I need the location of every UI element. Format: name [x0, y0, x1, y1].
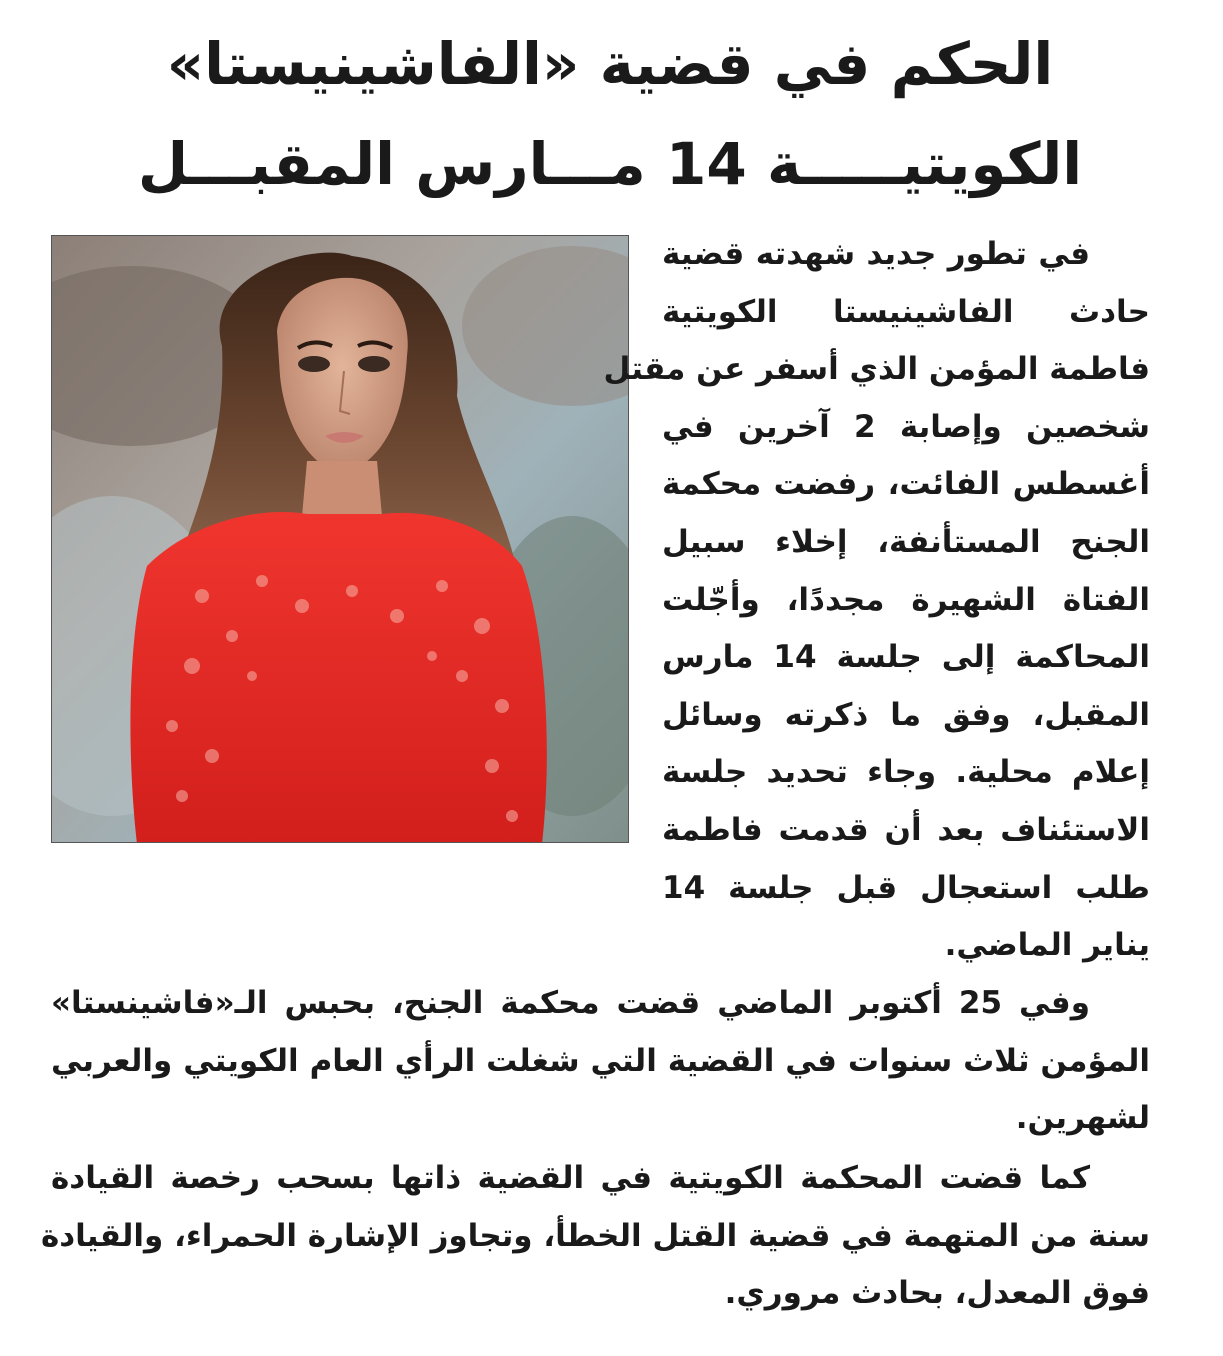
- column-line: في تطور جديد شهدته قضية: [662, 236, 1090, 272]
- portrait-illustration: [52, 236, 629, 843]
- paragraph-line: لشهرين.: [1015, 1100, 1150, 1137]
- headline-line-1: الحكم في قضية «الفاشينيستا»: [166, 30, 1054, 98]
- paragraph-line: كما قضت المحكمة الكويتية في القضية ذاتها بسحب رخصة القيادة: [51, 1160, 1090, 1196]
- column-line: إعلام محلية. وجاء تحديد جلسة: [662, 754, 1150, 791]
- column-line: المحاكمة إلى جلسة 14 مارس: [662, 639, 1150, 676]
- article-column: [603, 226, 1150, 975]
- article-photo: [51, 235, 629, 843]
- column-line: يناير الماضي.: [944, 927, 1150, 964]
- column-line: شخصين وإصابة 2 آخرين في: [662, 408, 1150, 445]
- paragraph-line: وفي 25 أكتوبر الماضي قضت محكمة الجنح، بحبس الـ«فاشينستا»: [51, 985, 1090, 1021]
- column-line: الفتاة الشهيرة مجددًا، وأجّلت: [662, 581, 1150, 618]
- column-line: الجنح المستأنفة، إخلاء سبيل: [662, 523, 1150, 560]
- paragraph-2: [51, 975, 1150, 1148]
- column-line: فاطمة المؤمن الذي أسفر عن مقتل: [603, 351, 1150, 388]
- column-line: حادث الفاشينيستا الكويتية: [662, 293, 1150, 330]
- column-line: أغسطس الفائت، رفضت محكمة: [662, 466, 1150, 503]
- paragraph-line: سنة من المتهمة في قضية القتل الخطأ، وتجاوز الإشارة الحمراء، والقيادة: [40, 1217, 1150, 1254]
- paragraph-3: [40, 1150, 1150, 1323]
- paragraph-line: المؤمن ثلاث سنوات في القضية التي شغلت الرأي العام الكويتي والعربي: [51, 1042, 1150, 1079]
- column-line: طلب استعجال قبل جلسة 14: [662, 869, 1150, 906]
- column-line: الاستئناف بعد أن قدمت فاطمة: [662, 811, 1150, 848]
- paragraph-line: فوق المعدل، بحادث مروري.: [724, 1275, 1150, 1312]
- headline-line-2: الكويتيـــــة 14 مـــارس المقبـــل: [137, 130, 1083, 198]
- column-line: المقبل، وفق ما ذكرته وسائل: [662, 696, 1150, 733]
- headline: [60, 14, 1160, 214]
